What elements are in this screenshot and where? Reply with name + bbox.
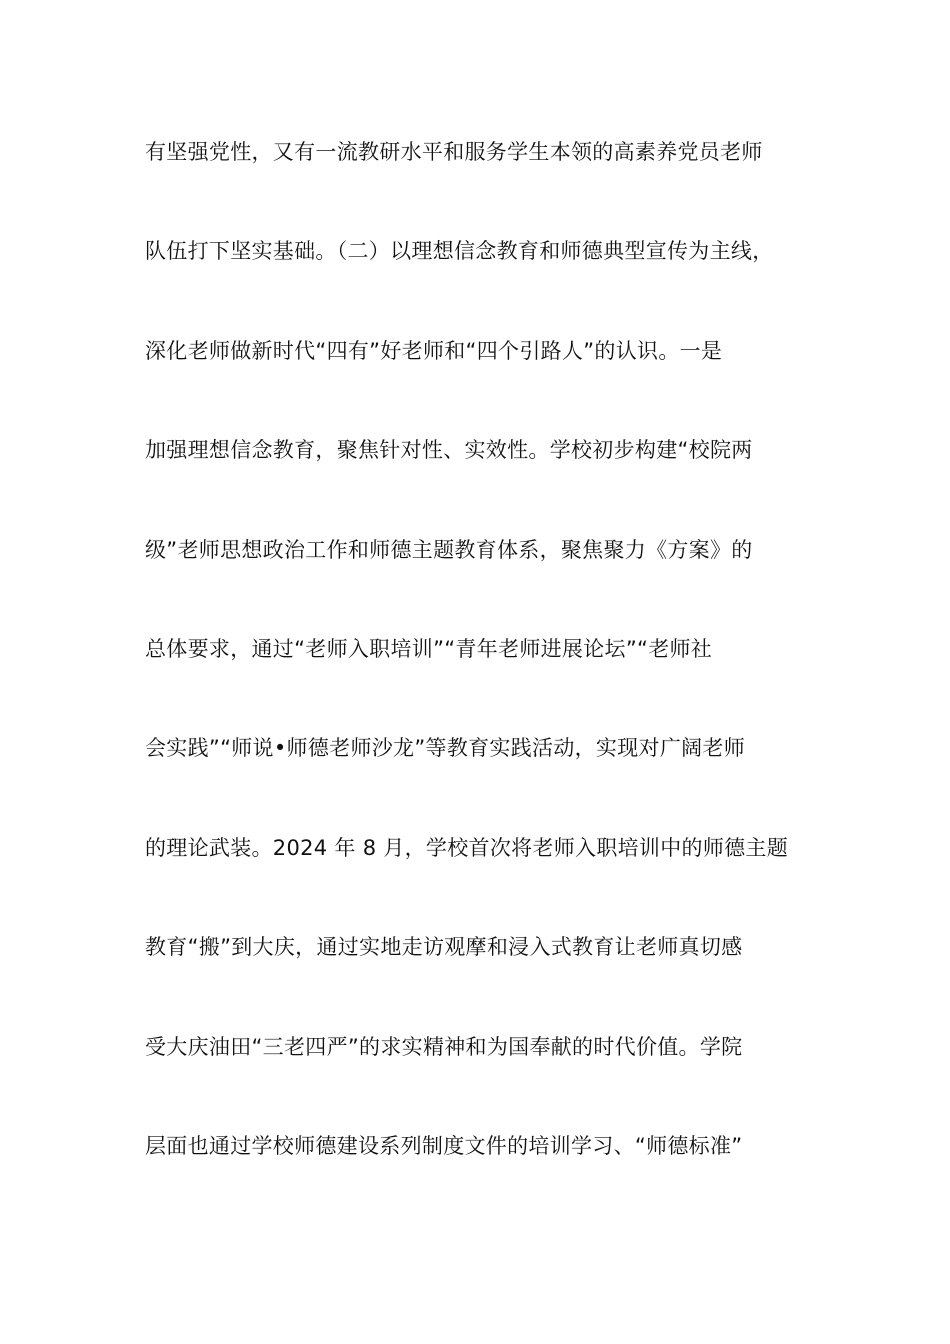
text-line: 总体要求，通过“老师入职培训”“青年老师进展论坛”“老师社 [145, 636, 713, 661]
text-line: 深化老师做新时代“四有”好老师和“四个引路人”的认识。一是 [145, 338, 723, 363]
text-line: 加强理想信念教育，聚焦针对性、实效性。学校初步构建“校院两 [145, 438, 753, 463]
text-line: 层面也通过学校师德建设系列制度文件的培训学习、“师德标准” [145, 1133, 743, 1158]
text-line: 有坚强党性，又有一流教研水平和服务学生本领的高素养党员老师 [145, 140, 763, 164]
text-line: 队伍打下坚实基础。（二）以理想信念教育和师德典型宣传为主线， [145, 239, 774, 264]
text-line: 教育“搬”到大庆，通过实地走访观摩和浸入式教育让老师真切感 [145, 935, 743, 960]
body-text [145, 128, 825, 1221]
text-line: 会实践”“师说•师德老师沙龙”等教育实践活动，实现对广阔老师 [145, 736, 746, 761]
text-line: 的理论武装。2024 年 8 月，学校首次将老师入职培训中的师德主题 [145, 835, 789, 860]
text-line: 级”老师思想政治工作和师德主题教育体系，聚焦聚力《方案》的 [145, 537, 753, 562]
text-line: 受大庆油田“三老四严”的求实精神和为国奉献的时代价值。学院 [145, 1034, 743, 1059]
